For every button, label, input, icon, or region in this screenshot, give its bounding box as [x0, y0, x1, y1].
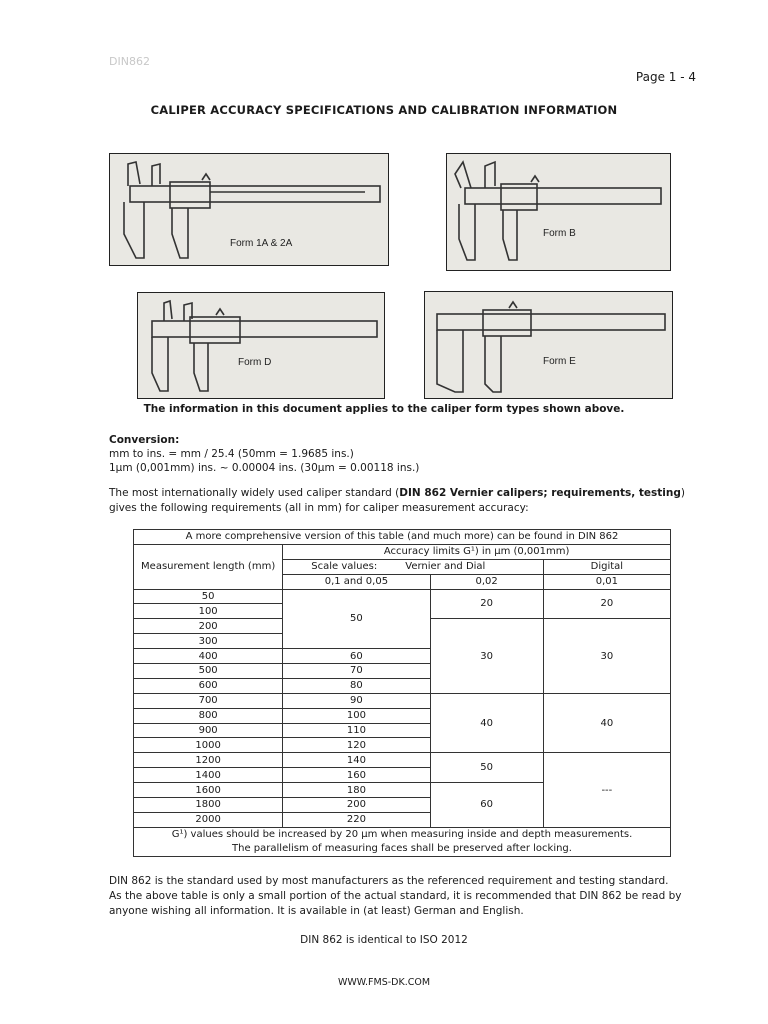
length-cell: 200 [134, 619, 283, 634]
value-cell: 20 [430, 589, 543, 619]
figure-form-d [137, 292, 385, 399]
value-cell: 120 [283, 738, 430, 753]
table-note: The parallelism of measuring faces shall be preserved after locking. [134, 842, 671, 856]
length-cell: 1400 [134, 768, 283, 783]
caliper-drawing [447, 154, 670, 270]
intro-paragraph [109, 486, 689, 516]
accuracy-table [133, 529, 671, 857]
length-cell: 1200 [134, 753, 283, 768]
value-cell: 90 [283, 693, 430, 708]
value-cell: 40 [430, 693, 543, 753]
length-cell: 800 [134, 708, 283, 723]
caliper-drawing [138, 293, 384, 398]
intro-text: ) [680, 487, 685, 499]
intro-text: The most internationally widely used caliper standard ( [109, 487, 400, 499]
value-cell: 60 [430, 783, 543, 828]
conversion-line: 1µm (0,001mm) ins. ~ 0.00004 ins. (30µm = 0.00118 ins.) [109, 462, 420, 474]
length-cell: 1600 [134, 783, 283, 798]
length-cell: 2000 [134, 812, 283, 827]
label-vernier-dial: Vernier and Dial [405, 561, 486, 573]
value-cell: 30 [543, 619, 670, 693]
closing-paragraph [109, 874, 689, 919]
iso-note: DIN 862 is identical to ISO 2012 [300, 934, 468, 946]
caliper-drawing [110, 154, 388, 265]
length-cell: 700 [134, 693, 283, 708]
length-cell: 50 [134, 589, 283, 604]
page-number: Page 1 - 4 [635, 70, 696, 84]
closing-line: DIN 862 is the standard used by most manufacturers as the referenced requirement and testing standard. [109, 875, 669, 887]
conversion-heading: Conversion: [109, 434, 180, 446]
value-cell: 50 [283, 589, 430, 649]
figure-label: Form B [543, 228, 576, 239]
closing-line: As the above table is only a small portion of the actual standard, it is recommended that DIN 862 be read by [109, 890, 682, 902]
length-cell: 1800 [134, 798, 283, 813]
closing-line: anyone wishing all information. It is available in (at least) German and English. [109, 905, 524, 917]
label-scale-values: Scale values: [311, 561, 378, 573]
table-note: G¹) values should be increased by 20 µm when measuring inside and depth measurements. [134, 827, 671, 841]
length-cell: 100 [134, 604, 283, 619]
scale-col-b: 0,02 [430, 574, 543, 589]
value-cell: 40 [543, 693, 670, 753]
value-cell: 30 [430, 619, 543, 693]
length-cell: 400 [134, 649, 283, 664]
length-cell: 900 [134, 723, 283, 738]
value-cell: 110 [283, 723, 430, 738]
scale-col-a: 0,1 and 0,05 [283, 574, 430, 589]
value-cell: --- [543, 753, 670, 827]
header-measurement-length: Measurement length (mm) [134, 544, 283, 589]
value-cell: 220 [283, 812, 430, 827]
length-cell: 1000 [134, 738, 283, 753]
value-cell: 50 [430, 753, 543, 783]
length-cell: 500 [134, 664, 283, 679]
value-cell: 200 [283, 798, 430, 813]
figure-form-b [446, 153, 671, 271]
length-cell: 600 [134, 678, 283, 693]
header-scale-values [283, 559, 543, 574]
length-cell: 300 [134, 634, 283, 649]
header-digital: Digital [543, 559, 670, 574]
figure-label: Form E [543, 356, 576, 367]
standard-name: DIN 862 Vernier calipers; requirements, testing [399, 487, 681, 499]
figure-form-1a-2a [109, 153, 389, 266]
value-cell: 20 [543, 589, 670, 619]
value-cell: 100 [283, 708, 430, 723]
figure-caption: The information in this document applies to the caliper form types shown above. [143, 403, 625, 415]
caliper-drawing [425, 292, 672, 398]
figure-label: Form 1A & 2A [230, 238, 293, 249]
value-cell: 60 [283, 649, 430, 664]
header-accuracy: Accuracy limits G¹) in µm (0,001mm) [283, 544, 671, 559]
figure-form-e [424, 291, 673, 399]
value-cell: 70 [283, 664, 430, 679]
watermark: DIN862 [109, 55, 150, 68]
intro-text: gives the following requirements (all in mm) for caliper measurement accuracy: [109, 502, 529, 514]
value-cell: 160 [283, 768, 430, 783]
value-cell: 180 [283, 783, 430, 798]
conversion-line: mm to ins. = mm / 25.4 (50mm = 1.9685 ins.) [109, 448, 354, 460]
page-title: CALIPER ACCURACY SPECIFICATIONS AND CALIBRATION INFORMATION [150, 103, 618, 117]
table-top-note: A more comprehensive version of this table (and much more) can be found in DIN 862 [134, 530, 671, 545]
scale-col-c: 0,01 [543, 574, 670, 589]
value-cell: 140 [283, 753, 430, 768]
footer-url[interactable]: WWW.FMS-DK.COM [337, 977, 431, 988]
value-cell: 80 [283, 678, 430, 693]
figure-label: Form D [238, 357, 272, 368]
